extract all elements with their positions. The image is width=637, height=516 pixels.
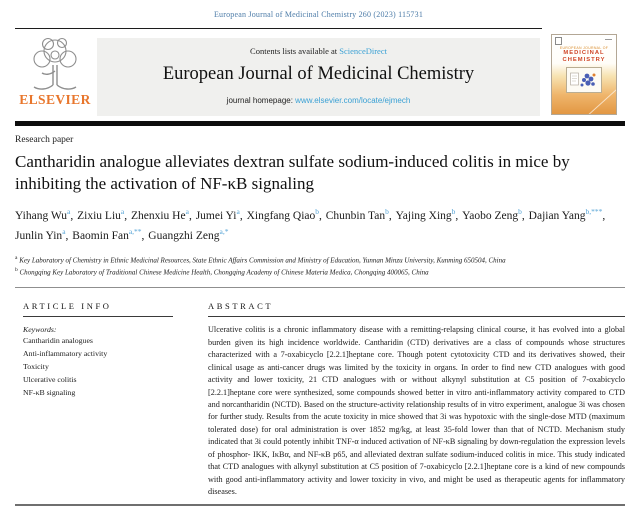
author-affiliation-superscript: b [451, 207, 456, 216]
article-header [15, 135, 625, 277]
author [72, 226, 148, 242]
author-affiliation-superscript: b [385, 207, 389, 216]
elsevier-wordmark: ELSEVIER [19, 92, 91, 107]
abstract-heading: ABSTRACT [208, 301, 274, 312]
article-info-heading: ARTICLE INFO [23, 301, 112, 312]
author-separator: , [188, 209, 195, 222]
author [325, 207, 396, 222]
author-separator: , [141, 229, 148, 242]
cover-series-line: EUROPEAN JOURNAL OF [559, 46, 609, 50]
author [130, 207, 196, 222]
author-name: Xingfang Qiao [246, 209, 316, 222]
article-type-label: Research paper [15, 135, 74, 145]
author-separator: , [239, 209, 246, 222]
author-name: Guangzhi Zeng [148, 229, 220, 242]
author-separator: , [455, 209, 462, 222]
cover-figure [566, 67, 602, 93]
affiliation-superscript: b [15, 266, 18, 273]
journal-title: European Journal of Medicinal Chemistry [162, 64, 475, 84]
keyword-item: Toxicity [23, 362, 49, 372]
author [395, 207, 463, 222]
affiliation-superscript: a [15, 254, 18, 261]
author-name: Baomin Fan [72, 229, 129, 242]
author-separator: , [388, 209, 395, 222]
author-affiliation-superscript: b [518, 207, 522, 216]
abstract-rule [208, 316, 625, 317]
abstract-column [208, 301, 625, 498]
author-name: Yihang Wu [15, 209, 68, 222]
footer-rule [15, 504, 625, 506]
author-name: Chunbin Tan [325, 209, 386, 222]
cover-molecule-icon [569, 70, 599, 90]
author [528, 207, 607, 222]
running-head-citation: European Journal of Medicinal Chemistry 260 (2023) 115731 [213, 10, 424, 19]
cover-title-line2: CHEMISTRY [562, 56, 606, 63]
author-affiliation-superscript: a,** [128, 226, 142, 236]
affiliation-list [15, 253, 625, 278]
author [195, 207, 247, 222]
keyword-item: Anti-inflammatory activity [23, 349, 108, 359]
author-affiliation-superscript: a [120, 207, 125, 216]
homepage-prefix: journal homepage: [226, 96, 296, 105]
author [148, 226, 229, 242]
author-separator: , [65, 229, 72, 242]
keywords-list [23, 334, 178, 399]
keyword-item: Cantharidin analogues [23, 336, 93, 346]
journal-masthead [15, 28, 625, 126]
keywords-label: Keywords: [23, 325, 57, 335]
author-separator: , [319, 209, 325, 222]
article-info-column [15, 301, 178, 498]
author-name: Yajing Xing [395, 209, 452, 222]
contents-prefix: Contents lists available at [250, 46, 340, 56]
author-list [15, 204, 615, 244]
elsevier-tree-icon [26, 35, 84, 93]
sciencedirect-link[interactable]: ScienceDirect [339, 46, 387, 56]
masthead-center-panel [97, 38, 540, 116]
journal-homepage-link[interactable]: www.elsevier.com/locate/ejmech [295, 96, 411, 105]
affiliation-text: Key Laboratory of Chemistry in Ethnic Medicinal Resources, State Ethnic Affairs Commission and Ministry of Education, Yunnan Minzu University, Kunming 650504, China [17, 255, 506, 264]
author-affiliation-superscript: a,* [219, 226, 229, 236]
keyword-item: NF-κB signaling [23, 388, 76, 398]
author-affiliation-superscript: a [62, 226, 66, 236]
author-name: Zixiu Liu [77, 209, 121, 222]
author-affiliation-superscript: a [67, 207, 71, 216]
author [15, 207, 77, 222]
masthead-top-rule [15, 28, 542, 29]
author-name: Junlin Yin [15, 229, 63, 242]
masthead-bottom-bar [15, 121, 625, 126]
author-affiliation-superscript: b [315, 207, 319, 216]
author-name: Jumei Yi [195, 209, 237, 222]
author-separator: , [124, 209, 130, 222]
affiliation-text: Chongqing Key Laboratory of Traditional Chinese Medicine Health, Chongqing Academy of Chinese Materia Medica, Chongqing 400065, China [17, 268, 429, 277]
cover-elsevier-mark-icon [555, 37, 562, 45]
author-affiliation-superscript: a [185, 207, 189, 216]
affiliation [15, 253, 625, 265]
author-separator: , [70, 209, 77, 222]
author [77, 207, 131, 222]
article-info-rule [23, 316, 173, 317]
journal-cover-thumbnail[interactable] [551, 34, 617, 115]
author-name: Zhenxiu He [130, 209, 186, 222]
article-title: Cantharidin analogue alleviates dextran sulfate sodium-induced colitis in mice by inhibiting the activation of NF-κB signaling [15, 152, 570, 193]
cover-title-line1: MEDICINAL [563, 50, 605, 56]
author-name: Dajian Yang [528, 209, 586, 222]
abstract-text: Ulcerative colitis is a chronic inflammatory disease with a remitting-relapsing clinical course, it has evolved into a global burden given its high incidence worldwide. Cantharidin (CTD) derivatives are a class of compounds whose structures characterized with a 7-oxabicyclo [2.2.1]heptane core. Though potent cytotoxicity CTD and its derivatives showed, their clinical usage as anti-cancer drugs was limited by the toxicity in organs. In order to find new CTD analogues with good activity and lower toxicity, 21 CTD analogues with or without alkynyl substitution at C5 position of 7-oxabicyclo [2.2.1]heptane core were synthesized, some compounds showed better in vitro anti-inflammatory activity compared to CTD and norcantharidin (NCTD). Based on the structure-activity relationship results of in vitro experiment, analogue 3i was chosen for further study. Results from the acute toxicity in mice showed that 3i was hypotoxic with the single-dose MTD (maximum tolerated dose) for oral administration is over 1852 mg/kg, at least 35-fold lower than that of NCTD. Mechanism study indicated that 3i could potently inhibit TNF-α induced activation of NF-κB signaling by down-regulation the expression levels of phosphor- IKK, IκBα, and NF-κB p65, and alleviated dextran sulfate sodium-induced colitis in mice. This study indicated that CTD analogues with alkynyl substitution at C5 position of 7-oxabicyclo [2.2.1]heptane core is a kind of new compounds with good anti-inflammatory activity and lower toxicity in vivo, and might be used as therapeutic agents for inflammatory diseases. [208, 325, 625, 497]
affiliation [15, 265, 625, 277]
author-separator: , [602, 209, 606, 222]
author-separator: , [521, 209, 528, 222]
elsevier-logo [15, 35, 95, 108]
author-affiliation-superscript: b,*** [585, 207, 603, 216]
cover-dash [605, 39, 612, 40]
homepage-line [97, 96, 540, 105]
author [15, 226, 72, 242]
author [246, 207, 326, 222]
author-name: Yaobo Zeng [462, 209, 519, 222]
author [462, 207, 529, 222]
header-divider-rule [15, 287, 625, 288]
keyword-item: Ulcerative colitis [23, 375, 77, 385]
info-abstract-section [15, 301, 625, 498]
contents-line [97, 46, 540, 56]
author-affiliation-superscript: a [236, 207, 240, 216]
